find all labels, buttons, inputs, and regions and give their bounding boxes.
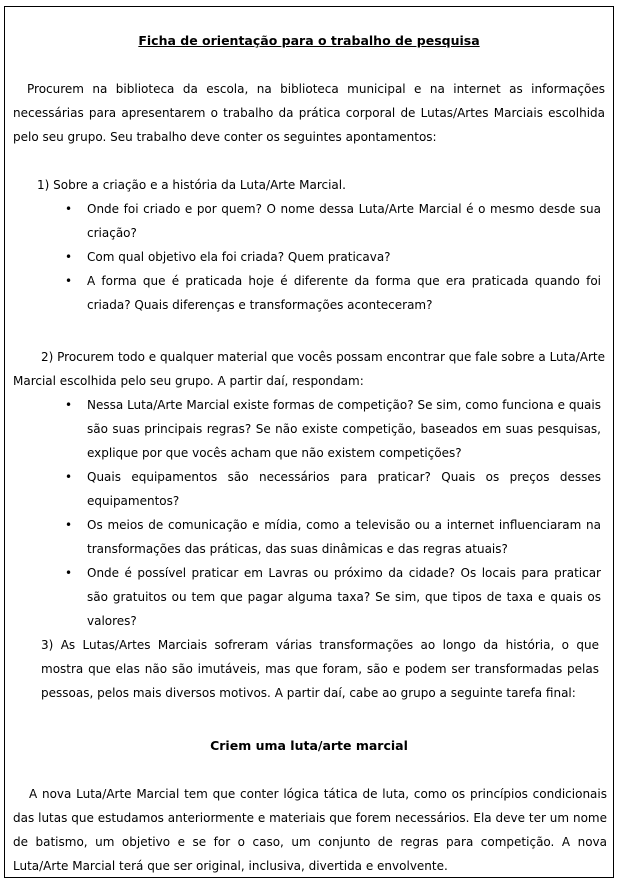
intro-paragraph xyxy=(13,77,605,149)
bullet-icon: • xyxy=(65,398,73,412)
list-item: • Quais equipamentos são necessários para praticar? Quais os preços desses equipamentos? xyxy=(37,465,601,513)
section-1-bullet-list xyxy=(37,197,601,317)
bullet-icon: • xyxy=(65,250,73,264)
list-item: • Onde é possível praticar em Lavras ou próximo da cidade? Os locais para praticar são gratuitos ou tem que pagar alguma taxa? Se sim, que tipos de taxa e quais os valores? xyxy=(37,561,601,633)
final-paragraph: A nova Luta/Arte Marcial tem que conter lógica tática de luta, como os princípios condicionais das lutas que estudamos anteriormente e materiais que forem necessários. Ela deve ter um nome de batismo, um objetivo e se for o caso, um conjunto de regras para competição. A nova Luta/Arte Marcial terá que ser original, inclusiva, divertida e envolvente. xyxy=(13,787,607,873)
bullet-icon: • xyxy=(65,470,73,484)
task-subtitle: Criem uma luta/arte marcial xyxy=(210,738,408,753)
document-page xyxy=(4,6,614,878)
bullet-icon: • xyxy=(65,518,73,532)
list-item: • Os meios de comunicação e mídia, como a televisão ou a internet influenciaram na transformações das práticas, das suas dinâmicas e das regras atuais? xyxy=(37,513,601,561)
list-item: • A forma que é praticada hoje é diferente da forma que era praticada quando foi criada? Quais diferenças e transformações aconteceram? xyxy=(37,269,601,317)
list-item: • Com qual objetivo ela foi criada? Quem praticava? xyxy=(37,245,601,269)
bullet-icon: • xyxy=(65,202,73,216)
bullet-icon: • xyxy=(65,274,73,288)
list-item: • Onde foi criado e por quem? O nome dessa Luta/Arte Marcial é o mesmo desde sua criação? xyxy=(37,197,601,245)
list-item: • Nessa Luta/Arte Marcial existe formas de competição? Se sim, como funciona e quais são suas principais regras? Se não existe competição, baseados em suas pesquisas, explique por que vocês acham que não existem competições? xyxy=(37,393,601,465)
intro-text: Procurem na biblioteca da escola, na biblioteca municipal e na internet as informações necessárias para apresentarem o trabalho da prática corporal de Lutas/Artes Marciais escolhida pelo seu grupo. Seu trabalho deve conter os seguintes apontamentos: xyxy=(13,82,605,144)
section-2-heading: 2) Procurem todo e qualquer material que vocês possam encontrar que fale sobre a Luta/Arte Marcial escolhida pelo seu grupo. A partir daí, respondam: xyxy=(13,350,605,388)
section-3-paragraph: 3) As Lutas/Artes Marciais sofreram várias transformações ao longo da história, o que mostra que elas não são imutáveis, mas que foram, são e podem ser transformadas pelas pessoas, pelos mais diversos motivos. A partir daí, cabe ao grupo a seguinte tarefa final: xyxy=(41,638,599,700)
bullet-icon: • xyxy=(65,566,73,580)
section-2-bullet-list xyxy=(37,393,601,633)
section-1-heading: 1) Sobre a criação e a história da Luta/Arte Marcial. xyxy=(37,178,346,192)
document-title: Ficha de orientação para o trabalho de pesquisa xyxy=(138,33,480,48)
